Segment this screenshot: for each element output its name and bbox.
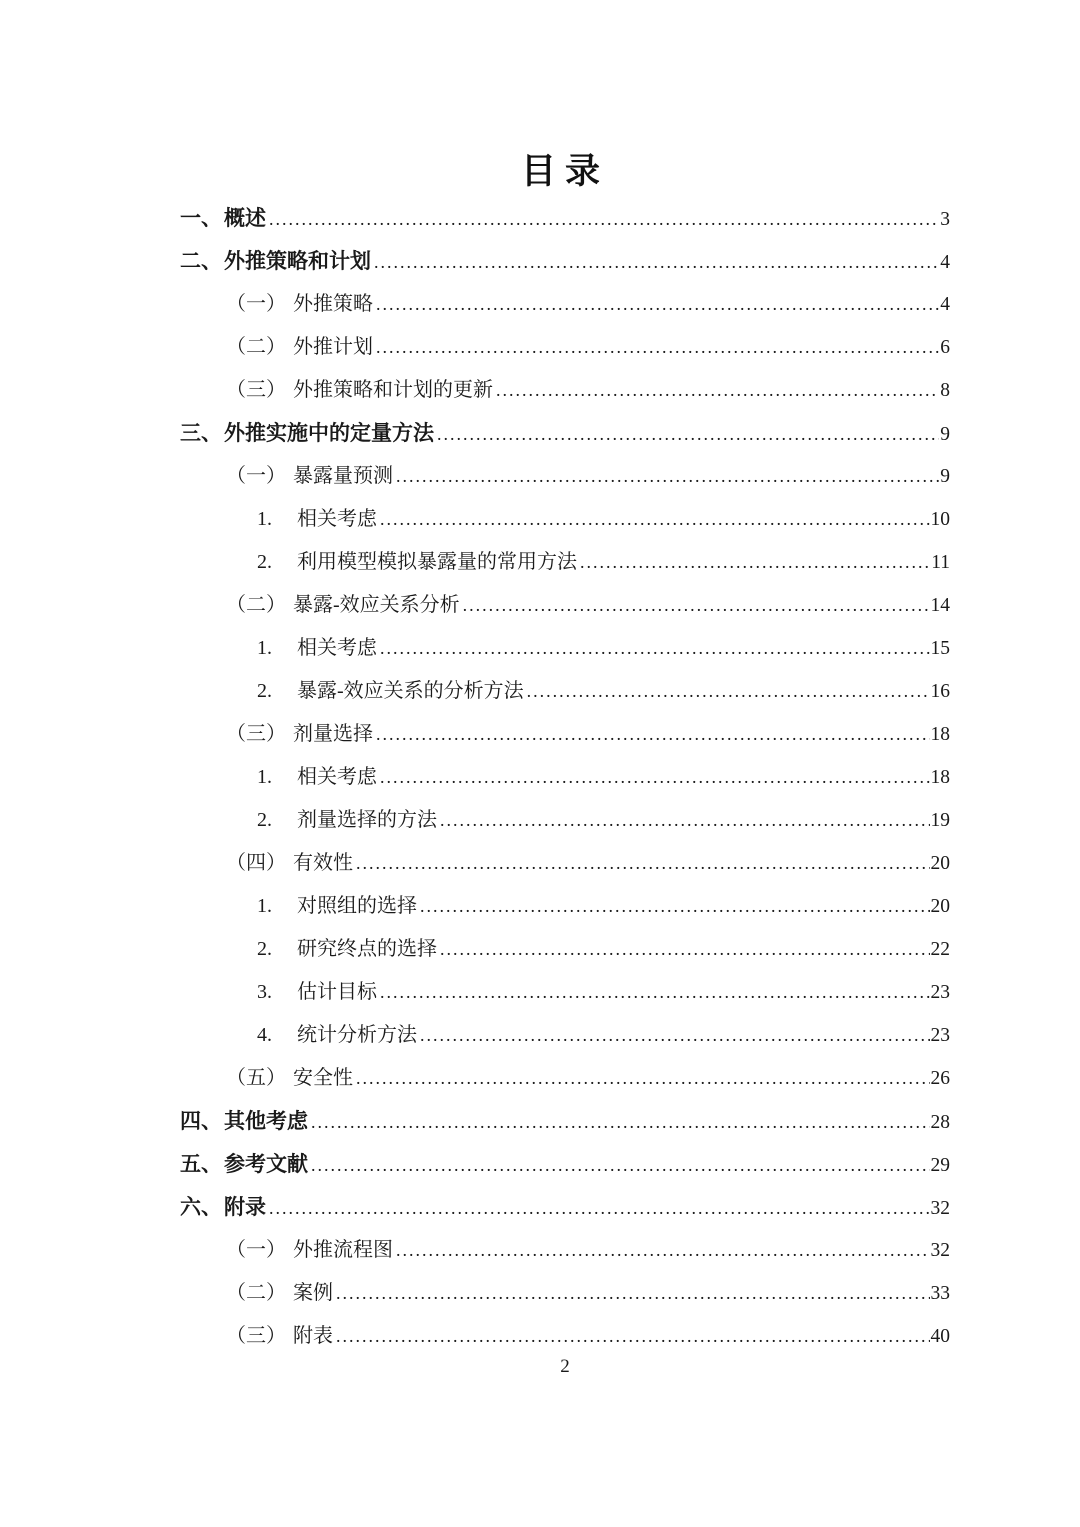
toc-entry-label: 外推实施中的定量方法 [224,422,434,445]
toc-entry-page: 29 [930,1155,950,1176]
toc-entry-prefix: （三） [226,1325,286,1347]
toc-entry-label: 案例 [293,1282,333,1304]
toc-leader-dots [496,369,939,412]
toc-entry-page: 23 [930,1025,950,1046]
toc-entry-level-2[interactable] [180,283,950,326]
toc-entry-prefix: （一） [226,465,286,487]
toc-entry-page: 6 [940,337,950,358]
toc-entry-prefix: 1. [257,895,272,917]
toc-entry-level-2[interactable] [180,455,950,498]
toc-leader-dots [420,885,930,928]
toc-leader-dots [440,928,930,971]
toc-entry-level-1[interactable] [180,197,950,240]
toc-entry-level-3[interactable] [180,670,950,713]
toc-entry-level-2[interactable] [180,1315,950,1358]
toc-leader-dots [463,584,930,627]
toc-entry-label: 附表 [293,1325,333,1347]
toc-entry-prefix: 1. [257,766,272,788]
toc-list [180,197,950,1358]
toc-entry-level-1[interactable] [180,1143,950,1186]
toc-entry-page: 28 [930,1112,950,1133]
toc-entry-level-2[interactable] [180,713,950,756]
toc-leader-dots [380,756,930,799]
toc-entry-page: 33 [930,1283,950,1304]
toc-entry-page: 32 [930,1198,950,1219]
toc-entry-label: 剂量选择的方法 [297,809,437,831]
toc-leader-dots [380,627,930,670]
toc-entry-level-2[interactable] [180,326,950,369]
toc-leader-dots [440,799,930,842]
toc-entry-prefix: （五） [226,1067,286,1089]
toc-leader-dots [380,498,930,541]
toc-entry-page: 3 [940,209,950,230]
toc-entry-prefix: （二） [226,336,286,358]
toc-entry-page: 11 [931,552,950,573]
toc-entry-page: 18 [930,724,950,745]
toc-leader-dots [269,1187,930,1230]
toc-entry-page: 4 [940,252,950,273]
toc-entry-label: 外推流程图 [293,1239,393,1261]
toc-entry-prefix: 3. [257,981,272,1003]
toc-entry-prefix: 1. [257,508,272,530]
toc-leader-dots [396,1229,930,1272]
toc-entry-label: 安全性 [293,1067,353,1089]
toc-entry-label: 参考文献 [224,1153,308,1176]
toc-entry-level-3[interactable] [180,756,950,799]
toc-entry-level-1[interactable] [180,240,950,283]
toc-entry-page: 10 [930,509,950,530]
toc-entry-prefix: （二） [226,1282,286,1304]
toc-entry-label: 相关考虑 [297,508,377,530]
toc-entry-page: 22 [930,939,950,960]
toc-entry-page: 20 [930,896,950,917]
toc-entry-level-3[interactable] [180,627,950,670]
toc-entry-label: 概述 [224,207,266,230]
toc-entry-page: 4 [940,294,950,315]
footer-page-number: 2 [560,1356,570,1377]
toc-entry-prefix: 二、 [180,250,222,273]
toc-entry-level-2[interactable] [180,1229,950,1272]
toc-leader-dots [356,842,930,885]
toc-entry-page: 20 [930,853,950,874]
toc-entry-level-2[interactable] [180,1272,950,1315]
toc-entry-level-3[interactable] [180,498,950,541]
toc-entry-prefix: （一） [226,1239,286,1261]
toc-entry-prefix: （三） [226,723,286,745]
toc-entry-label: 外推策略和计划 [224,250,371,273]
toc-entry-level-1[interactable] [180,412,950,455]
toc-entry-label: 利用模型模拟暴露量的常用方法 [297,551,577,573]
toc-entry-label: 外推策略和计划的更新 [293,379,493,401]
toc-entry-page: 14 [930,595,950,616]
toc-leader-dots [396,455,939,498]
toc-leader-dots [336,1272,930,1315]
toc-entry-label: 暴露量预测 [293,465,393,487]
toc-entry-page: 23 [930,982,950,1003]
toc-entry-level-2[interactable] [180,369,950,412]
toc-leader-dots [376,283,939,326]
toc-entry-level-1[interactable] [180,1100,950,1143]
toc-entry-label: 外推计划 [293,336,373,358]
toc-entry-level-3[interactable] [180,971,950,1014]
toc-entry-label: 暴露-效应关系分析 [293,594,460,616]
toc-entry-prefix: 三、 [180,422,222,445]
toc-leader-dots [420,1014,930,1057]
toc-entry-prefix: 五、 [180,1153,222,1176]
toc-entry-label: 有效性 [293,852,353,874]
toc-entry-page: 40 [930,1326,950,1347]
toc-entry-level-2[interactable] [180,584,950,627]
toc-entry-label: 外推策略 [293,293,373,315]
toc-entry-prefix: 1. [257,637,272,659]
toc-leader-dots [527,670,930,713]
toc-entry-prefix: 一、 [180,207,222,230]
toc-entry-label: 其他考虑 [224,1110,308,1133]
toc-entry-level-3[interactable] [180,541,950,584]
toc-entry-level-3[interactable] [180,799,950,842]
toc-entry-label: 研究终点的选择 [297,938,437,960]
toc-entry-page: 16 [930,681,950,702]
toc-entry-prefix: 六、 [180,1196,222,1219]
toc-entry-page: 19 [930,810,950,831]
toc-leader-dots [437,413,939,456]
toc-entry-label: 对照组的选择 [297,895,417,917]
toc-entry-level-1[interactable] [180,1186,950,1229]
toc-entry-level-2[interactable] [180,842,950,885]
toc-leader-dots [311,1144,930,1187]
toc-entry-page: 9 [940,424,950,445]
toc-entry-page: 15 [930,638,950,659]
toc-entry-label: 相关考虑 [297,637,377,659]
toc-entry-label: 暴露-效应关系的分析方法 [297,680,524,702]
toc-entry-page: 18 [930,767,950,788]
toc-title: 目录 [520,152,609,191]
toc-leader-dots [374,241,939,284]
toc-entry-level-3[interactable] [180,928,950,971]
toc-entry-label: 剂量选择 [293,723,373,745]
toc-entry-prefix: 4. [257,1024,272,1046]
toc-entry-prefix: 2. [257,938,272,960]
toc-entry-prefix: （四） [226,852,286,874]
toc-entry-label: 附录 [224,1196,266,1219]
toc-entry-page: 32 [930,1240,950,1261]
toc-entry-prefix: 2. [257,809,272,831]
toc-entry-level-3[interactable] [180,885,950,928]
toc-leader-dots [376,326,939,369]
toc-entry-label: 统计分析方法 [297,1024,417,1046]
toc-entry-page: 26 [930,1068,950,1089]
toc-entry-page: 9 [940,466,950,487]
toc-leader-dots [311,1101,930,1144]
toc-leader-dots [336,1315,930,1358]
toc-entry-page: 8 [940,380,950,401]
toc-entry-prefix: 2. [257,551,272,573]
toc-leader-dots [580,541,930,584]
toc-entry-prefix: （二） [226,594,286,616]
toc-entry-prefix: （三） [226,379,286,401]
toc-entry-level-3[interactable] [180,1014,950,1057]
toc-leader-dots [376,713,930,756]
toc-entry-prefix: 2. [257,680,272,702]
toc-entry-level-2[interactable] [180,1057,950,1100]
toc-entry-label: 估计目标 [297,981,377,1003]
toc-entry-label: 相关考虑 [297,766,377,788]
toc-entry-prefix: 四、 [180,1110,222,1133]
toc-leader-dots [356,1057,930,1100]
toc-leader-dots [380,971,930,1014]
toc-entry-prefix: （一） [226,293,286,315]
toc-leader-dots [269,198,939,241]
